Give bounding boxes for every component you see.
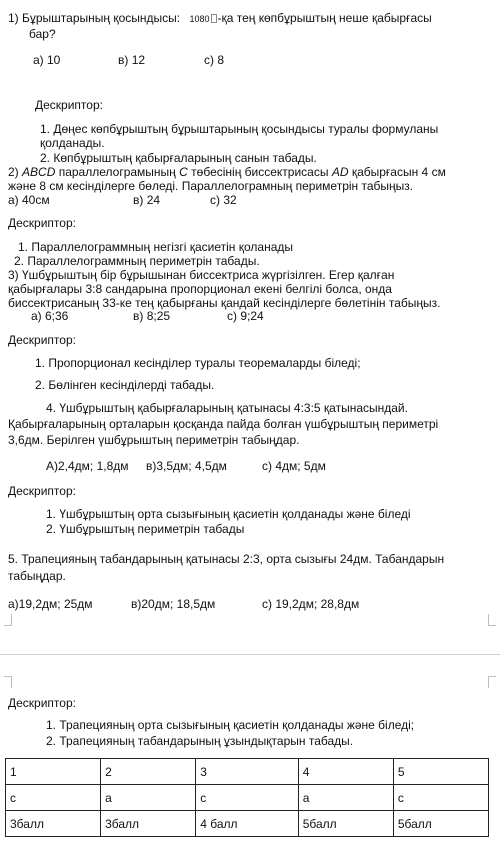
table-cell: 5 — [393, 759, 488, 785]
q2-option-a: а) 40см — [8, 193, 50, 207]
q5-option-b: в)20дм; 18,5дм — [131, 597, 216, 611]
table-cell: с — [393, 785, 488, 811]
page-corner-mark — [488, 676, 496, 688]
table-row — [6, 811, 489, 837]
q5-descriptor-1: 1. Трапецияның орта сызығының қасиетін қолданады және біледі; — [46, 718, 415, 732]
table-cell: 5балл — [298, 811, 393, 837]
q2-side: AD — [331, 165, 349, 179]
q1-descriptor-2: 2. Көпбұрыштың қабырғаларының санын табады. — [40, 151, 317, 165]
q1-option-a: а) 10 — [33, 53, 61, 67]
table-cell: 2 — [101, 759, 196, 785]
q3-option-c: с) 9;24 — [227, 309, 264, 323]
table-cell: 3 — [196, 759, 299, 785]
q2-text-a: параллелограмының — [58, 165, 176, 179]
table-cell: с — [196, 785, 299, 811]
table-row — [6, 759, 489, 785]
table-cell: а — [101, 785, 196, 811]
q1-stem-line1 — [8, 11, 432, 26]
q3-stem-line3: биссектрисаның 33-ке тең қабырғаны қандай кесінділерге бөлетінін табыңыз. — [8, 296, 441, 310]
table-cell: 3балл — [6, 811, 101, 837]
table-cell: 4 — [298, 759, 393, 785]
q3-descriptor-1: 1. Пропорционал кесінділер туралы теоремаларды біледі; — [35, 356, 361, 370]
q3-stem-line2: қабырғалары 3:8 сандарына пропорционал екені белгілі болса, онда — [8, 282, 392, 296]
q1-descriptor-1: 1. Дөңес көпбұрыштың бұрыштарының қосындысы туралы формуланы — [40, 122, 439, 136]
q2-option-c: с) 32 — [210, 193, 237, 207]
q1-sum-value: 1080 — [189, 14, 210, 24]
table-cell: 3балл — [101, 811, 196, 837]
q1-text-b: -қа тең көпбұрыштың неше қабырғасы — [217, 11, 432, 25]
q4-stem-line2: Қабырғаларының орталарын қосқанда пайда болған үшбұрыштың периметрі — [8, 417, 439, 431]
q2-descriptor-title: Дескриптор: — [8, 216, 76, 230]
q2-option-b: в) 24 — [133, 193, 161, 207]
q2-stem-line2: және 8 см кесінділерге бөледі. Параллелограмның периметрін табыңыз. — [8, 179, 414, 193]
q2-text-c: қабырғасын 4 см — [351, 165, 446, 179]
q1-option-b: в) 12 — [118, 53, 146, 67]
q2-abcd: ABCD — [22, 165, 56, 179]
missing-glyph-icon — [211, 14, 217, 23]
q5-option-c: с) 19,2дм; 28,8дм — [262, 597, 360, 611]
q3-descriptor-title: Дескриптор: — [8, 333, 76, 347]
page-corner-mark — [4, 676, 12, 688]
q5-descriptor-2: 2. Трапецияның табандарының ұзындықтарын табады. — [46, 734, 354, 748]
q4-option-c: с) 4дм; 5дм — [262, 459, 326, 473]
q3-option-b: в) 8;25 — [133, 309, 171, 323]
table-cell: 4 балл — [196, 811, 299, 837]
table-cell: 5балл — [393, 811, 488, 837]
q4-option-a: А)2,4дм; 1,8дм — [46, 459, 129, 473]
q3-stem-line1: 3) Үшбұрыштың бір бұрышынан биссектриса жүргізілген. Егер қалған — [8, 268, 395, 282]
q2-text-b: төбесінің биссектрисасы — [191, 165, 329, 179]
q5-descriptor-title: Дескриптор: — [8, 696, 76, 710]
q5-stem-line1: 5. Трапецияның табандарының қатынасы 2:3, орта сызығы 24дм. Табандарын — [8, 552, 445, 566]
q1-descriptor-1-cont: қолданады. — [40, 136, 105, 150]
table-row — [6, 785, 489, 811]
table-cell: 1 — [6, 759, 101, 785]
q3-descriptor-2: 2. Бөлінген кесінділерді табады. — [35, 378, 215, 392]
page-corner-mark — [4, 614, 12, 626]
q4-descriptor-title: Дескриптор: — [8, 484, 76, 498]
table-cell: с — [6, 785, 101, 811]
q2-number: 2) — [8, 165, 19, 179]
q4-stem-line1: 4. Үшбұрыштың қабырғаларының қатынасы 4:3:5 қатынасындай. — [46, 401, 408, 415]
q4-descriptor-1: 1. Үшбұрыштың орта сызығының қасиетін қолданады және біледі — [46, 507, 411, 521]
q4-option-b: в)3,5дм; 4,5дм — [146, 459, 227, 473]
score-table — [5, 758, 489, 837]
q1-stem-line2: бар? — [29, 27, 56, 41]
table-cell: а — [298, 785, 393, 811]
page-corner-mark — [488, 614, 496, 626]
q1-descriptor-title: Дескриптор: — [35, 98, 103, 112]
q5-stem-line2: табыңдар. — [8, 569, 66, 583]
q1-option-c: с) 8 — [204, 53, 225, 67]
q2-vertex: С — [179, 165, 188, 179]
q2-descriptor-2: 2. Параллелограммның периметрін табады. — [14, 254, 260, 268]
q2-stem-line1 — [8, 165, 446, 179]
q4-descriptor-2: 2. Үшбұрыштың периметрін табады — [46, 522, 245, 536]
q5-option-a: а)19,2дм; 25дм — [8, 597, 93, 611]
q2-descriptor-1: 1. Параллелограммның негізгі қасиетін қоланады — [18, 240, 294, 254]
q4-stem-line3: 3,6дм. Берілген үшбұрыштың периметрін табыңдар. — [8, 433, 300, 447]
q1-text: 1) Бұрыштарының қосындысы: — [8, 11, 181, 25]
q3-option-a: а) 6;36 — [31, 309, 69, 323]
page-break-divider — [0, 654, 500, 655]
